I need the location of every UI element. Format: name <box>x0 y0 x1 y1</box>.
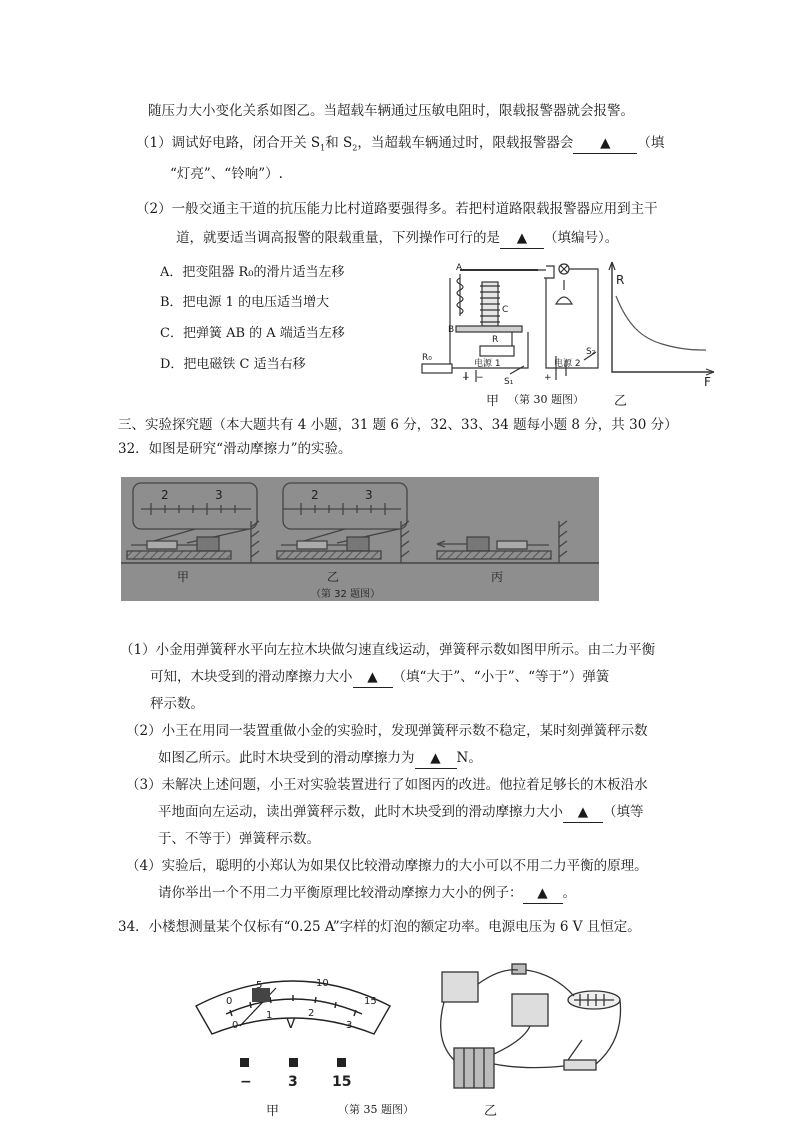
svg-text:丙: 丙 <box>491 570 504 584</box>
q34-figure-label-jia: 甲 <box>266 1104 280 1119</box>
q32-part4-line1: （4）实验后，聪明的小郑认为如果仅比较滑动摩擦力的大小可以不用二力平衡的原理。 <box>126 858 648 874</box>
section-3-heading: 三、实验探究题（本大题共有 4 小题，31 题 6 分，32、33、34 题每小题 8 分，共 30 分） <box>118 417 678 433</box>
q32-part3-line2: 平地面向左运动，读出弹簧秤示数，此时木块受到的滑动摩擦力大小 ▲ （填等 <box>158 802 644 823</box>
svg-text:−: − <box>240 1074 252 1090</box>
svg-text:（第 32 题图）: （第 32 题图） <box>311 589 381 600</box>
q30-part2-line1: （2）一般交通主干道的抗压能力比村道路要强得多。若把村道路限载报警器应用到主干 <box>136 201 658 217</box>
q32-part2-line1: （2）小王在用同一装置重做小金的实验时，发现弹簧秤示数不稳定，某时刻弹簧秤示数 <box>126 723 648 739</box>
q32-part3-line1: （3）未解决上述问题，小王对实验装置进行了如图丙的改进。他拉着足够长的木板沿水 <box>126 777 648 793</box>
q32-part1-line1: （1）小金用弹簧秤水平向左拉木块做匀速直线运动，弹簧秤示数如图甲所示。由二力平衡 <box>120 642 656 658</box>
svg-text:+: + <box>462 373 470 383</box>
svg-text:5: 5 <box>256 980 263 991</box>
svg-text:S₁: S₁ <box>504 377 514 387</box>
svg-text:15: 15 <box>364 996 377 1007</box>
q32-part1-line2: 可知，木块受到的滑动摩擦力大小 ▲ （填“大于”、“小于”、“等于”）弹簧 <box>150 667 609 688</box>
svg-text:S₂: S₂ <box>586 347 596 357</box>
svg-text:−: − <box>476 373 484 383</box>
q34-circuit-figure <box>424 960 630 1100</box>
svg-text:3: 3 <box>346 1020 353 1031</box>
svg-text:2: 2 <box>311 488 319 502</box>
answer-blank[interactable]: ▲ <box>415 748 457 769</box>
answer-blank[interactable]: ▲ <box>563 802 603 823</box>
svg-text:3: 3 <box>215 488 223 502</box>
svg-text:R: R <box>616 273 625 287</box>
svg-text:V: V <box>286 1016 296 1032</box>
q34-title: 34．小楼想测量某个仅标有“0.25 A”字样的灯泡的额定功率。电源电压为 6 V 且恒定。 <box>118 919 641 935</box>
q30-figure <box>416 256 726 412</box>
svg-text:+: + <box>544 373 552 383</box>
svg-text:2: 2 <box>161 488 169 502</box>
svg-text:2: 2 <box>308 1008 315 1019</box>
svg-text:15: 15 <box>332 1074 352 1090</box>
q30-option-a: A．把变阻器 R₀的滑片适当左移 <box>160 265 345 280</box>
svg-text:B: B <box>448 325 455 335</box>
svg-text:3: 3 <box>365 488 373 502</box>
q30-figure-label-jia: 甲 <box>486 394 500 409</box>
q30-option-d: D．把电磁铁 C 适当右移 <box>160 357 306 372</box>
svg-text:电源 1: 电源 1 <box>474 359 501 369</box>
svg-text:1: 1 <box>266 1010 273 1021</box>
svg-text:0: 0 <box>226 996 233 1007</box>
q30-part2-line2: 道，就要适当调高报警的限载重量，下列操作可行的是 ▲ （填编号）。 <box>176 228 618 249</box>
q30-option-b: B．把电源 1 的电压适当增大 <box>160 295 330 310</box>
q34-figure-caption: （第 35 题图） <box>338 1103 414 1116</box>
svg-text:电源 2: 电源 2 <box>554 359 581 369</box>
svg-text:F: F <box>704 375 711 389</box>
answer-blank[interactable]: ▲ <box>353 667 393 688</box>
q32-photo <box>121 477 599 601</box>
q30-intro: 随压力大小变化关系如图乙。当超载车辆通过压敏电阻时，限载报警器就会报警。 <box>148 103 634 119</box>
svg-text:甲: 甲 <box>177 570 190 584</box>
svg-text:0: 0 <box>232 1020 239 1031</box>
q30-part1-line2: “灯亮”、“铃响”）. <box>170 166 283 182</box>
voltmeter-dial <box>190 966 396 1096</box>
q32-title: 32．如图是研究“滑动摩擦力”的实验。 <box>118 441 352 457</box>
q32-part2-line2: 如图乙所示。此时木块受到的滑动摩擦力为 ▲ N。 <box>158 748 482 769</box>
q32-part4-line2: 请你举出一个不用二力平衡原理比较滑动摩擦力大小的例子： ▲ 。 <box>158 883 576 904</box>
answer-blank[interactable]: ▲ <box>500 228 544 249</box>
svg-text:乙: 乙 <box>327 570 340 584</box>
svg-text:R: R <box>492 335 499 345</box>
q34-figure-label-yi: 乙 <box>484 1104 498 1119</box>
svg-text:10: 10 <box>316 978 329 989</box>
svg-text:C: C <box>502 305 509 315</box>
q30-figure-caption: （第 30 题图） <box>508 393 584 406</box>
q30-option-c: C．把弹簧 AB 的 A 端适当左移 <box>160 326 345 341</box>
svg-text:3: 3 <box>288 1074 298 1090</box>
svg-text:R₀: R₀ <box>422 353 432 363</box>
q30-figure-label-yi: 乙 <box>614 394 628 409</box>
answer-blank[interactable]: ▲ <box>573 133 637 154</box>
q30-part1-line1: （1）调试好电路，闭合开关 $S_1$和 $S_2$，当超载车辆通过时，限载报警器会 ▲ （填 <box>136 135 665 153</box>
answer-blank[interactable]: ▲ <box>523 883 563 904</box>
q32-part3-line3: 于、不等于）弹簧秤示数。 <box>158 831 320 847</box>
svg-text:A: A <box>456 263 463 273</box>
q32-part1-line3: 秤示数。 <box>150 696 204 712</box>
